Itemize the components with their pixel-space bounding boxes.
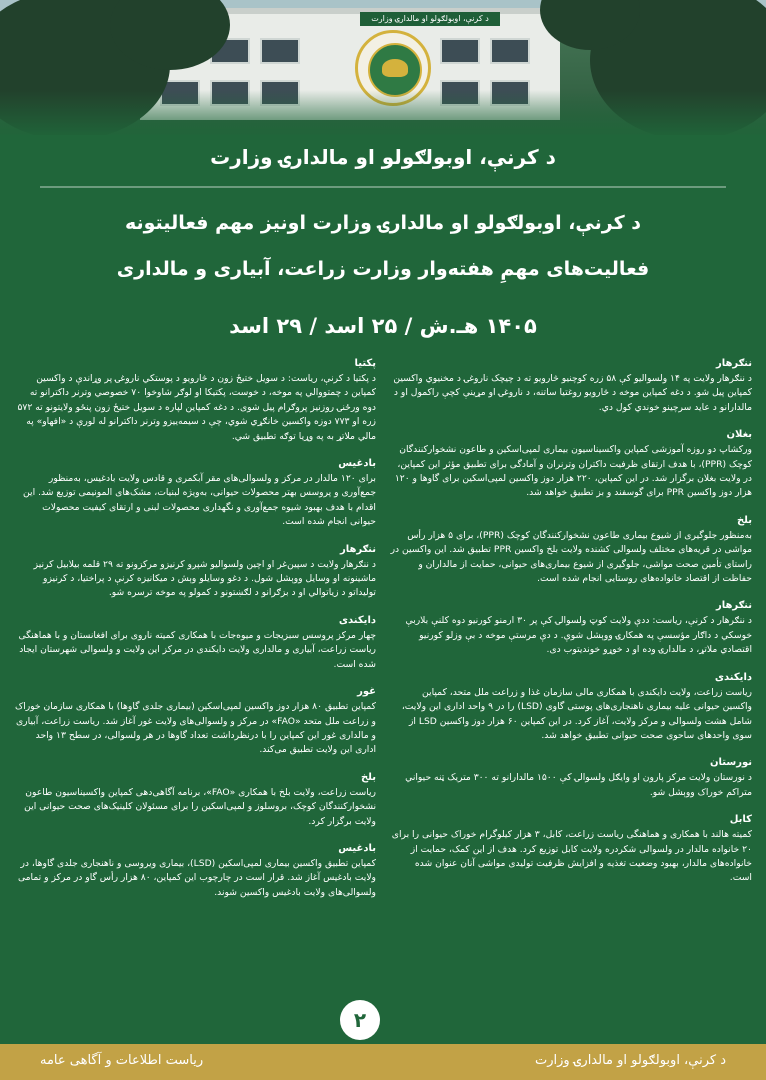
title-pashto: د کرنې، اوبولګولو او مالدارۍ وزارت اونیز مهم فعالیتونه (124, 212, 642, 234)
item-body: ریاست زراعت، ولایت دایکندی با همکاری مالی سازمان غذا و زراعت ملل متحد، کمپاین واکسین حیوانی علیه بیماری ناهنجاری‌های پوستی گاوی (LSD) را در ۹ واحد اداری این ولایت، شامل هشت ولسوالی و مرکز ولایت، آغاز کرد. در این کمپاین ۶۰ هزار دوز واکسین LSD از سوی واحدهای ساحوی صحت حیوانی تطبیق خواهد شد. (401, 686, 752, 741)
item-heading: کابل (729, 814, 752, 826)
emblem-inner (368, 43, 422, 97)
news-item (14, 772, 376, 829)
emblem-wheat-icon (382, 59, 408, 77)
item-heading: غور (357, 686, 376, 698)
item-body: ریاست زراعت، ولایت بلخ با همکاری «FAO»، برنامه آگاهی‌دهی کمپاین واکسیناسیون طاعون نشخوارکنندگان کوچک، بروسلوز و لمپی‌اسکین را برای مسئولان کلینیک‌های صحت حیوانی این ولایت برگزار کرد. (24, 786, 376, 827)
photo-fade (0, 90, 766, 135)
footer-right-text: د کرنې، اوبولګولو او مالدارۍ وزارت (534, 1053, 726, 1068)
title-dari: فعالیت‌های مهمِ هفته‌وار وزارت زراعت، آبیاری و مالداری (116, 258, 650, 280)
news-item (390, 600, 752, 657)
item-heading: نورستان (710, 757, 752, 769)
building-sign: د کرنې، اوبولګولو او مالدارۍ وزارت (360, 12, 500, 26)
item-heading: بلخ (736, 514, 752, 526)
header-photo (0, 0, 766, 135)
page-number: ۲ (340, 1000, 380, 1040)
item-body: به‌منظور جلوگیری از شیوع بیماری طاعون نشخوارکنندگان کوچک (PPR)، برای ۵ هزار رأس مواشی در قریه‌های مختلف ولسوالی کشنده ولایت بلخ واکسین PPR تطبیق شد. این واکسین در راستای تأمین صحت مواشی، جلوگیری از شیوع بیماری‌های حیوانی، حمایت از مالداران و حفاظت از اقتصاد خانواده‌های روستایی انجام شده است. (390, 529, 752, 585)
item-body: د ننګرهار ولایت د سپین‌غر او اچین ولسوالیو شپږو کرنیزو مرکزونو ته ۲۹ قلمه بیلابیل کرنیز ماشینونه او وسایل ووېشل شول. د دغو وسایلو وېش د میکانیزه کرنې د پراختیا، د کرنیزو تولیداتو د زیاتوالي او د بزګرانو د لګښتونو د کمولو په موخه ترسره شو. (33, 558, 376, 599)
item-heading: بادغیس (338, 458, 376, 470)
footer-bar (0, 1044, 766, 1080)
news-item (390, 429, 752, 501)
news-item (14, 843, 376, 900)
item-heading: دایکندی (714, 671, 752, 683)
item-heading: بغلان (726, 429, 752, 441)
news-item (14, 458, 376, 530)
news-item (14, 686, 376, 758)
item-body: چهار مرکز پروسس سبزیجات و میوه‌جات با همکاری کمیته ناروی برای افغانستان و با هماهنگی ریاست زراعت، آبیاری و مالداری ولایت دایکندی در مرکز این ولایت و ولسوالی شهرستان ایجاد شده است. (18, 629, 376, 670)
item-body: د پکتیا د کرنې، ریاست: د سویل ختیځ زون د څارویو د پوستکي ناروغۍ پر وړاندې د واکسین کمپاین د چمتووالي په موخه، د خوست، پکتیکا او لوګر شاوخوا ۷۰ خصوصي وترنر داکترانو ته دوه ورځنۍ روزنیز پروګرام پیل شوی. د دغه کمپاین لپاره د سویل ختیځ زون پنځو ولایتونو ته ۵۷۲ زره او ۷۷۳ دوزه واکسین خانګړي شوي، چې د سیمه‌ییزو وترنر داکترانو له لورې د «افهاو» په مالي ملاتړ به په وړیا توګه تطبیق شي. (17, 373, 376, 442)
window (490, 38, 530, 64)
item-body: کمیته هالند با همکاری و هماهنگی ریاست زراعت، کابل، ۳ هزار کیلوگرام خوراک حیوانی را برای ۲۰ خانواده مالدار در ولسوالی شکردره ولایت کابل توزیع کرد. هدف از این کمک، حمایت از خانواده‌های مالدار، بهبود وضعیت تغذیه و افزایش ظرفیت تولیدی مواشی آنان عنوان شده است. (391, 829, 752, 884)
footer-left-text: ریاست اطلاعات و آگاهی عامه (40, 1053, 204, 1068)
item-body: د نورستان ولایت مرکز پارون او وایګل ولسوالۍ کې ۱۵۰۰ مالدارانو ته ۳۰۰ متریک ټنه حیواني متراکم خوراک ووېشل شو. (405, 772, 752, 798)
item-heading: پکتیا (354, 358, 376, 369)
window (260, 38, 300, 64)
news-item (14, 615, 376, 672)
item-body: برای ۱۲۰ مالدار در مرکز و ولسوالی‌های مقر آبکمری و قادس ولایت بادغیس، به‌منظور جمع‌آوری و پروسس بهتر محصولات حیوانی، به‌ویژه لبنیات، مشک‌های المونیمی توزیع شد. این اقدام با هدف بهبود شیوه جمع‌آوری و نگهداری محصولات لبنی و ارتقای کیفیت محصولات حیوانی انجام شده است. (23, 473, 376, 528)
news-item (390, 358, 752, 415)
left-column (14, 358, 376, 914)
item-heading: بادغیس (338, 842, 376, 854)
item-body: کمپاین تطبیق واکسین بیماری لمپی‌اسکین (LSD)، بیماری ویروسی و ناهنجاری جلدی گاوها، در ولایت بادغیس آغاز شد. قرار است در چارچوب این کمپاین، ۸۰ هزار رأس گاو در مرکز و تمامی ولسوالی‌های ولایت بادغیس واکسین شوند. (17, 857, 376, 898)
item-heading: ننګرهار (715, 600, 752, 612)
news-item (390, 515, 752, 587)
news-item (14, 358, 376, 444)
divider (40, 186, 726, 188)
item-body: ورکشاپ دو روزه آموزشی کمپاین واکسیناسیون بیماری لمپی‌اسکین و طاعون نشخوارکنندگان کوچک (PPR)، با هدف ارتقای ظرفیت داکتران وترنران و آمادگی برای تطبیق مؤثر این کمپاین، در ولایت بغلان برگزار شد. در این کمپاین، ۲۲۰ هزار دوز واکسین لمپی‌اسکین برای گاوها و ۱۲۰ هزار دوز واکسین PPR برای گوسفند و بز تطبیق خواهد شد. (394, 444, 752, 499)
item-heading: ننګرهار (339, 543, 376, 555)
item-body: د ننګرهار ولایت په ۱۴ ولسوالیو کې ۵۸ زره کوچنیو څارویو ته د چیچک ناروغۍ د مخنیوي واکسین کمپاین پیل شو. د دغه کمپاین موخه د څارویو روغتیا ساتنه، د ناروغۍ او مړینې کچې راکمول او د مالدارانو د عاید سرچینو خوندي کول دي. (393, 373, 752, 413)
item-body: کمپاین تطبیق ۸۰ هزار دوز واکسین لمپی‌اسکین (بیماری جلدی گاوها) با همکاری سازمان خوراک و زراعت ملل متحد «FAO» در مرکز و ولسوالی‌های ولایت غور آغاز شد. ریاست زراعت، آبیاری و مالداری غور این کمپاین را با درنظرداشت تعداد گاوها در هر ولسوالی، در سطح ۱۳ واحد اداری این ولایت تطبیق می‌کند. (14, 701, 376, 756)
news-item (390, 672, 752, 744)
ministry-name: د کرنې، اوبولګولو او مالدارۍ وزارت (210, 145, 556, 169)
news-item (390, 814, 752, 886)
window (440, 38, 480, 64)
news-item (390, 757, 752, 800)
date-range: ۱۴۰۵ هـ.ش / ۲۵ اسد / ۲۹ اسد (229, 314, 537, 338)
item-heading: ننګرهار (715, 358, 752, 369)
item-body: د ننګرهار د کرنې، ریاست: ددې ولایت کوټ ولسوالۍ کې پر ۳۰ ارمنو کورنیو دوه کلنې بلاربې خوسکي د داګار مؤسسې په همکارۍ ووېشل شوې. د دې مرستې موخه د بې وزلو کورنیو اقتصادي ملاتړ، د مالدارۍ وده او د خوړو خوندیتوب دی. (405, 615, 752, 656)
right-column (390, 358, 752, 900)
item-heading: بلخ (360, 771, 376, 783)
item-heading: دایکندی (338, 614, 376, 626)
news-item (14, 544, 376, 601)
